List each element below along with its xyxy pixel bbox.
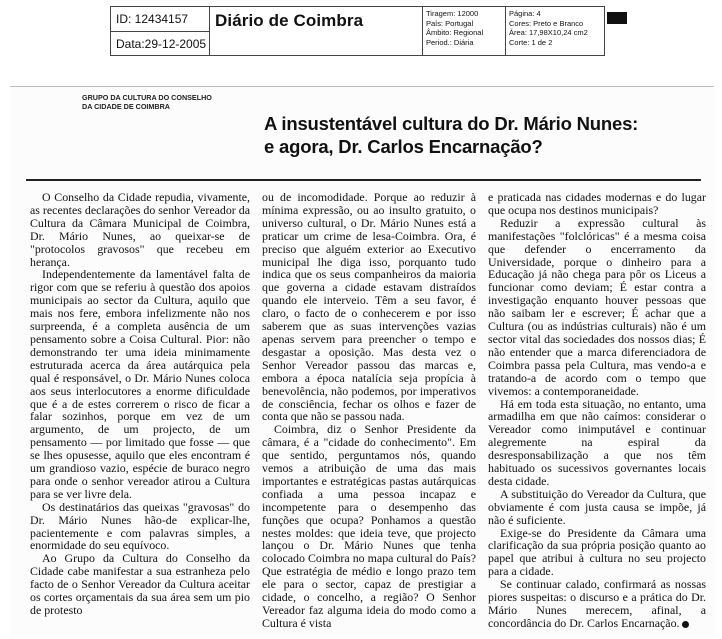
- clipping-metadata-header: [110, 6, 605, 56]
- paragraph: Coimbra, diz o Senhor Presidente da câmara, é a "cidade do conhecimento". Em que sentido, perguntamos nós, quando vemos a atribuição de uma das mais importantes e estratégicas pastas autárquicas confiada a uma pessoa incapaz e incompetente para o desempenho das funções que ocupa? Ponhamos a questão nestes moldes: que ideia teve, que projecto lançou o Dr. Mário Nunes que tenha colocado Coimbra no mapa cultural do País? Que estratégia de médio e longo prazo tem ele para o sector, capaz de prestigiar a cidade, o concelho, a região? O Senhor Vereador faz alguma ideia do modo como a Cultura é vista: [262, 422, 476, 630]
- black-marker-box: [607, 12, 627, 24]
- end-of-article-icon: [682, 621, 689, 628]
- newspaper-clipping: [10, 86, 714, 635]
- article-column-1: [30, 191, 256, 630]
- meta-corte: Corte: 1 de 2: [509, 37, 553, 47]
- headline-rule: [26, 179, 701, 181]
- meta-publication-column: [210, 7, 423, 55]
- paragraph: Os destinatários das queixas "gravosas" do Dr. Mário Nunes hão-de explicar-lhe, pacientemente e com palavras simples, a enormidade do seu equívoco.: [30, 499, 250, 553]
- meta-pais: País: Portugal: [426, 18, 474, 28]
- paragraph: O Conselho da Cidade repudia, vivamente, as recentes declarações do senhor Vereador da Cultura da Câmara Municipal de Coimbra, Dr. Mário Nunes, ao queixar-se de "protocolos gravosos" que recebeu em herança.: [30, 190, 250, 269]
- meta-area: Área: 17,98X10,24 cm2: [509, 28, 588, 38]
- article-headline: [264, 112, 714, 158]
- meta-ambito: Âmbito: Regional: [426, 28, 484, 38]
- meta-tiragem: Tiragem: 12000: [426, 9, 479, 18]
- paragraph: e praticada nas cidades modernas e do lugar que ocupa nos destinos municipais?: [488, 190, 706, 217]
- meta-distribution-column: [423, 7, 506, 55]
- paragraph: ou de incomodidade. Porque ao reduzir à mínima expressão, ou ao insulto gratuito, o universo cultural, o Dr. Mário Nunes está a praticar um crime de lesa-Coimbra. Ora, é preciso que alguém exterior ao Executivo municipal lhe diga isso, porquanto tudo indica que os seus companheiros da maioria que governa a cidade estavam distraídos quando ele interveio. Têm a seu favor, é claro, o facto de o conhecerem e por isso saberem que as suas intervenções vazias apenas servem para preencher o tempo e desgastar a oposição. Mas desta vez o Senhor Vereador passou das marcas e, embora a época natalícia seja propícia à benevolência, não podemos, por imperativos de consciência, fechar os olhos e fazer de conta que não se passou nada.: [262, 190, 476, 424]
- meta-cores: Cores: Preto e Branco: [509, 18, 584, 28]
- paragraph: Ao Grupo da Cultura do Conselho da Cidade cabe manifestar a sua estranheza pelo facto de o Senhor Vereador da Cultura aceitar os cortes orçamentais da sua área sem um pio de protesto: [30, 551, 250, 617]
- section-label: [82, 94, 272, 111]
- headline-line: e agora, Dr. Carlos Encarnação?: [264, 136, 543, 157]
- meta-id: ID: 12434157: [116, 12, 189, 26]
- paragraph: Reduzir a expressão cultural às manifestações "folclóricas" é a mesma coisa que defender o encerramento da Universidade, porque o dinheiro para a Educação já não chega para pôr os Liceus a funcionar como deviam; É estar contra a investigação enquanto houver pessoas que não saibam ler e escrever; É achar que a Cultura (ou as indústrias culturais) não é um sector vital das sociedades dos nossos dias; É não entender que a marca diferenciadora de Coimbra passa pela Cultura, mas vendo-a e tratando-a de acordo com o tempo que vivemos: a contemporaneidade.: [488, 215, 706, 398]
- meta-period: Period.: Diária: [426, 37, 474, 47]
- section-label-line: GRUPO DA CULTURA DO CONSELHO: [82, 93, 212, 102]
- paragraph: [488, 578, 706, 630]
- final-paragraph-text: Se continuar calado, confirmará as nossas piores suspeitas: o discurso e a prática do Dr. Mário Nunes merecem, afinal, a concordância do Dr. Carlos Encarnação.: [488, 577, 706, 630]
- publication-name: Diário de Coimbra: [215, 11, 364, 30]
- paragraph: Há em toda esta situação, no entanto, uma armadilha em que não caímos: considerar o Vereador como inimputável e continuar alegremente na espiral da desresponsabilização a que nos têm habituado os sucessivos governantes locais desta cidade.: [488, 396, 706, 488]
- paragraph: Exige-se do Presidente da Câmara uma clarificação da sua própria posição quanto ao papel que atribui à cultura no seu projecto para a cidade.: [488, 525, 706, 579]
- article-body: [30, 191, 720, 630]
- article-column-2: [256, 191, 482, 630]
- meta-layout-column: [506, 7, 604, 55]
- article-heading-area: [24, 94, 708, 178]
- meta-pagina: Página: 4: [509, 9, 541, 18]
- section-label-line: DA CIDADE DE COIMBRA: [82, 101, 170, 111]
- paragraph: Independentemente da lamentável falta de rigor com que se referiu à questão dos apoios municipais ao sector da Cultura, aquilo que mais nos fere, embora infelizmente não nos surpreenda, é a completa ausência de um pensamento sobre a Coisa Cultural. Pior: não demonstrando ter uma ideia minimamente estruturada acerca da área autárquica pela qual é responsável, o Dr. Mário Nunes coloca aos seus interlocutores a enorme dificuldade que é a de estes correrem o risco de ficar a falar sozinhos, porque em vez de um argumento, de um projecto, de um pensamento — por limitado que fosse — que se lhes opusesse, aquilo que eles encontram é um grandioso vazio, espécie de buraco negro para onde o senhor vereador atirou a Cultura para se ver livre dela.: [30, 267, 250, 501]
- article-column-3: [482, 191, 706, 630]
- meta-date: Data:29-12-2005: [111, 31, 209, 56]
- meta-id-date-column: [111, 7, 210, 55]
- paragraph: A substituição do Vereador da Cultura, que obviamente é com justa causa se impõe, já não é suficiente.: [488, 486, 706, 527]
- headline-line: A insustentável cultura do Dr. Mário Nunes:: [264, 113, 639, 134]
